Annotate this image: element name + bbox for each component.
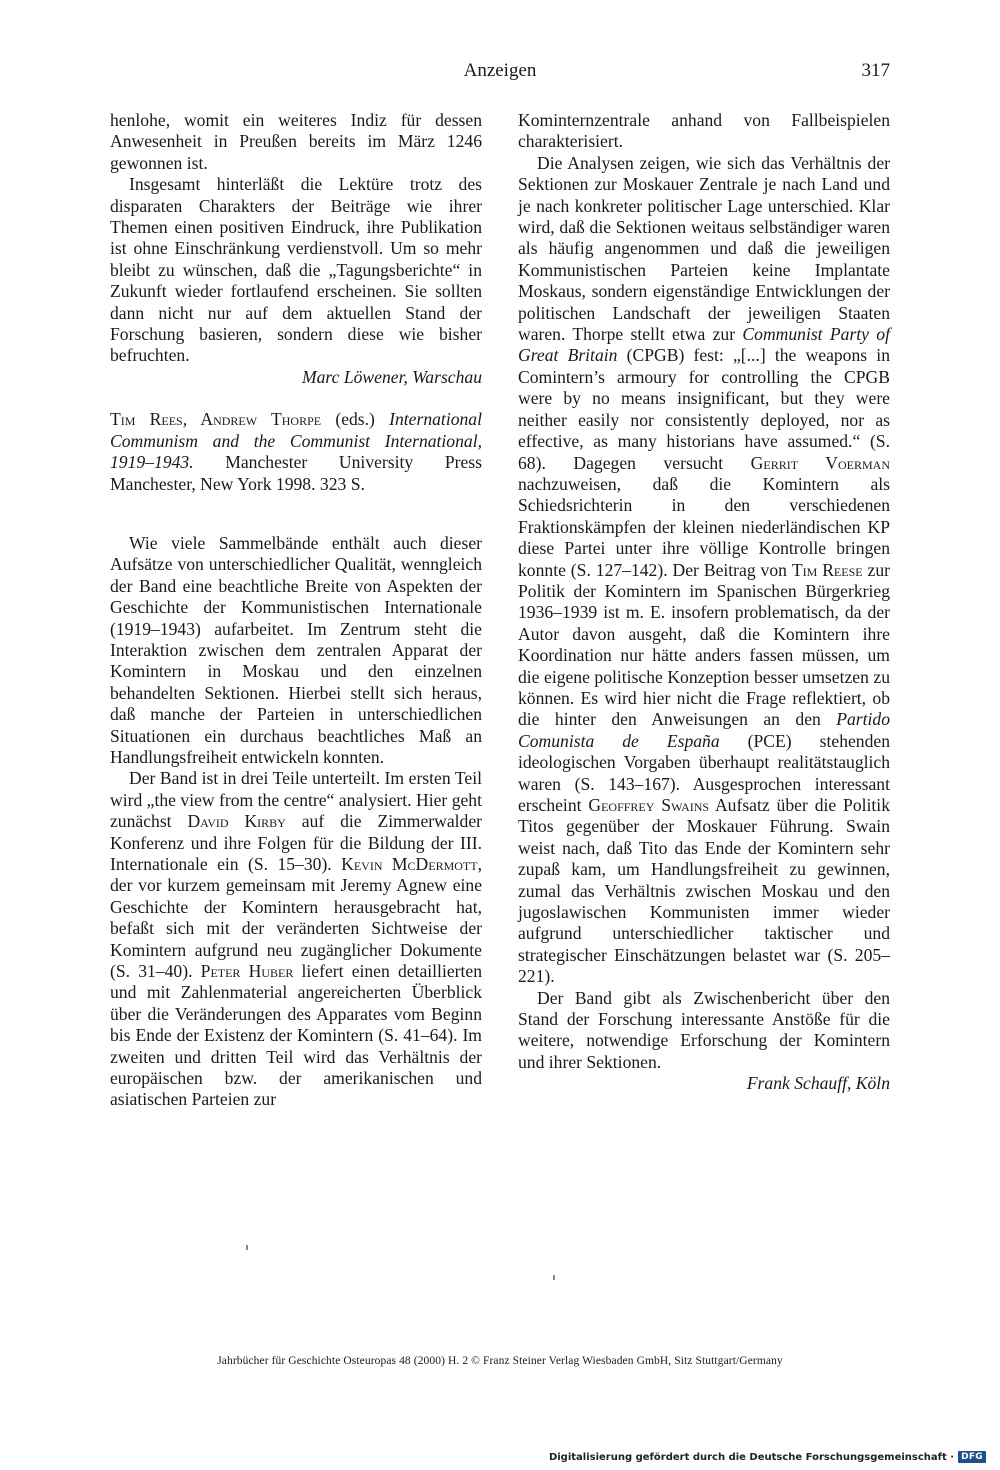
bib-eds: (eds.) [321, 409, 390, 430]
author-name: Kevin McDermott [341, 854, 478, 874]
text-run: auf die Zimmerwalder Konferenz und ihre Folgen für die Bildung der III. Internationale ein (S. 15–30). [110, 811, 482, 874]
paragraph: Insgesamt hinterläßt die Lektüre trotz des disparaten Charakters der Beiträge wie ihrer Themen einen positiven Eindruck, ihre Publikation ist ohne Einschränkung verdienstvoll. Um so mehr bleibt zu wünschen, daß die „Tagungsberichte“ in Zukunft wieder fortlaufend erscheinen. Sie sollten dann nicht nur auf dem aktuellen Stand der Forschung basieren, sondern diese wie bisher befruchten. [110, 174, 482, 366]
digitization-text: Digitalisierung gefördert durch die Deutsche Forschungsgemeinschaft · [548, 1451, 955, 1463]
text-run: (PCE) stehenden ideologischen Vorgaben überhaupt realitätstauglich waren (S. 143–167). Ausgesprochen interessant erscheint [518, 730, 890, 815]
journal-footer: Jahrbücher für Geschichte Osteuropas 48 (2000) H. 2 © Franz Steiner Verlag Wiesbaden GmbH, Sitz Stuttgart/Germany [217, 1355, 783, 1367]
paragraph-continued: henlohe, womit ein weiteres Indiz für dessen Anwesenheit in Preußen bereits im März 1246 gewonnen ist. [110, 110, 482, 173]
paragraph: Der Band gibt als Zwischenbericht über den Stand der Forschung interessante Anstöße für die weitere, notwendige Erforschung der Komintern und ihrer Sektionen. [518, 987, 890, 1072]
author-name: Peter Huber [200, 961, 294, 982]
text-run: Die Analysen zeigen, wie sich das Verhältnis der Sektionen zur Moskauer Zentrale je nach Land und je nach konkreter politischer Lage unterschied. Klar wird, daß die Sektionen weitaus selbständiger waren als häufig angenommen und daß die jeweiligen Kommunistischen Parteien keine Implantate Moskaus, sondern eigenständige Entwicklungen der politischen Landschaft der jeweiligen Staaten waren. Thorpe stellt etwa zur [518, 152, 890, 345]
paragraph [518, 153, 890, 988]
author-name: David Kirby [187, 811, 286, 832]
section-title: Anzeigen [463, 60, 537, 81]
text-run: nachzuweisen, daß die Komintern als Schiedsrichterin in den verschiedenen Fraktionskämpfen der kleinen niederländischen KP diese Partei unter ihre völlige Kontrolle bringen konnte (S. 127–142). Der Beitrag von [518, 473, 890, 580]
text-run: , der vor kurzem gemeinsam mit Jeremy Agnew eine Geschichte der Komintern herausgebracht hat, befaßt sich mit der veränderten Sichtweise der Komintern aufgrund neu zugänglicher Dokumente (S. 31–40). [110, 854, 482, 982]
dfg-logo-icon: DFG [958, 1451, 986, 1463]
scan-speck [553, 1275, 555, 1280]
bibliographic-entry [110, 409, 482, 495]
bib-imprint: Manchester University Press Manchester, New York 1998. 323 S. [110, 452, 482, 494]
scan-speck [246, 1245, 248, 1250]
left-column [110, 110, 482, 1111]
author-name: Geoffrey Swains [588, 795, 710, 815]
bib-authors: Tim Rees, Andrew Thorpe [110, 409, 322, 430]
author-name: Gerrit Voerman [750, 452, 890, 473]
party-name: Communist Party of Great Britain [518, 324, 890, 366]
running-header [110, 60, 890, 88]
bib-title: International Communism and the Communist International, 1919–1943. [110, 409, 482, 473]
text-run: Der Band ist in drei Teile unterteilt. Im ersten Teil wird „the view from the centre“ analysiert. Hier geht zunächst [110, 768, 482, 832]
paragraph-continued: Kominternzentrale anhand von Fallbeispielen charakterisiert. [518, 110, 890, 152]
page-number: 317 [861, 60, 890, 81]
paragraph [110, 768, 482, 1111]
author-name: Tim Reese [791, 559, 863, 580]
text-run: (CPGB) fest: „[...] the weapons in Comintern’s armoury for controlling the CPGB were by no means insignificant, but they were neither easily nor consistently deployed, nor as effective, as many historians have assumed.“ (S. 68). Dagegen versucht [518, 345, 890, 473]
party-name: Partido Comunista de España [518, 709, 890, 751]
text-run: Aufsatz über die Politik Titos gegenüber der Moskauer Führung. Swain weist nach, daß Tito das Ende der Komintern sehr zupaß kam, um Handlungsfreiheit zu gewinnen, zumal das Verhältnis zwischen Moskau und den jugoslawischen Kommunisten immer wieder aufgrund unterschiedlicher taktischer und strategischer Einschätzungen belastet war (S. 205–221). [518, 795, 890, 987]
review-signature: Marc Löwener, Warschau [301, 366, 482, 387]
paragraph: Wie viele Sammelbände enthält auch dieser Aufsätze von unterschiedlicher Qualität, wenngleich der Band eine beachtliche Breite von Aspekten der Geschichte der Kommunistischen Internationale (1919–1943) aufarbeitet. Im Zentrum steht die Interaktion zwischen dem zentralen Apparat der Komintern in Moskau und den einzelnen behandelten Sektionen. Hierbei stellt sich heraus, daß manche der Parteien in unterschiedlichen Situationen ein durchaus beachtliches Maß an Handlungsfreiheit entwickeln konnten. [110, 532, 482, 767]
review-signature: Frank Schauff, Köln [746, 1073, 890, 1094]
text-run: zur Politik der Komintern im Spanischen Bürgerkrieg 1936–1939 ist m. E. insofern problematisch, da der Autor davon ausgeht, daß die Komintern ihre Koordination nur hätte anders fassen müssen, um die eigene politische Konzeption besser umsetzen zu können. Es wird hier nicht die Frage reflektiert, ob die hinter den Anweisungen an den [518, 559, 890, 730]
text-run: liefert einen detaillierten und mit Zahlenmaterial angereicherten Überblick über die Veränderungen des Apparates vom Beginn bis Ende der Existenz der Komintern (S. 41–64). Im zweiten und dritten Teil wird das Verhältnis der europäischen bzw. der amerikanischen und asiatischen Parteien zur [110, 961, 482, 1110]
digitization-notice [549, 1449, 986, 1465]
right-column [518, 110, 890, 1095]
